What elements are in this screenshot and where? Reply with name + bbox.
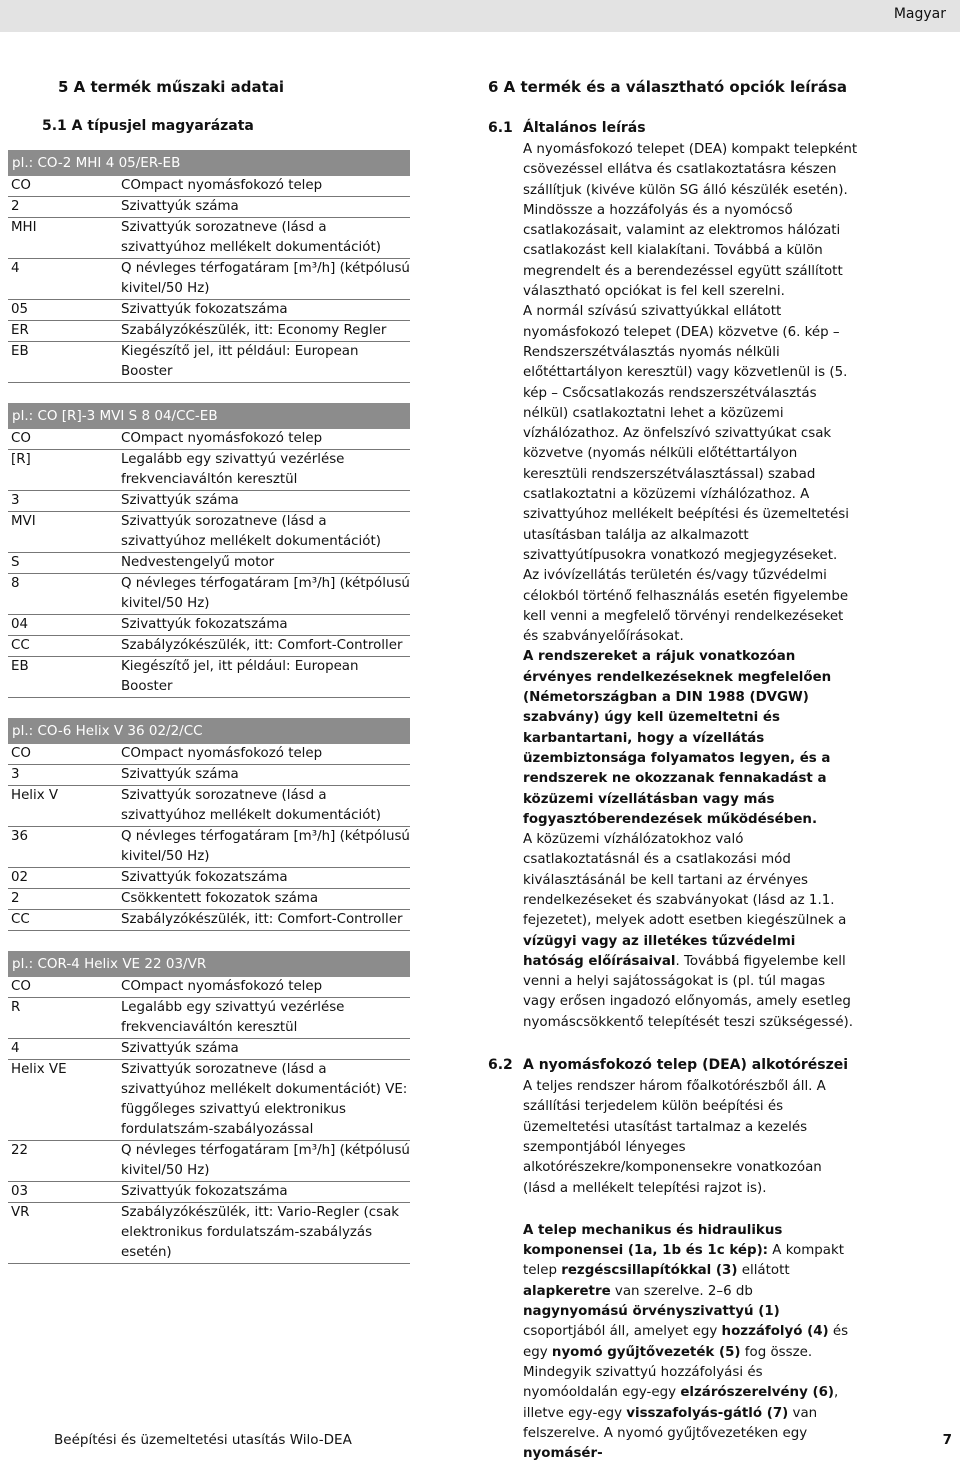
type-code: CO bbox=[11, 979, 31, 994]
section-6-2-number: 6.2 bbox=[488, 1057, 513, 1074]
type-key-row bbox=[8, 910, 410, 931]
text-run: csoportjából áll, amelyet egy bbox=[523, 1324, 722, 1340]
type-code-meaning: Szivattyúk fokozatszáma bbox=[121, 302, 288, 317]
subsection-5-1-title: 5.1 A típusjel magyarázata bbox=[42, 118, 254, 134]
type-code-meaning: Szivattyúk fokozatszáma bbox=[121, 1184, 288, 1199]
type-code: 02 bbox=[11, 870, 29, 885]
type-code: 04 bbox=[11, 617, 29, 632]
type-code: ER bbox=[11, 323, 29, 338]
section-6-2-title: A nyomásfokozó telep (DEA) alkotórészei bbox=[523, 1057, 849, 1074]
type-code: CC bbox=[11, 912, 30, 927]
type-code-meaning: Szivattyúk száma bbox=[121, 199, 239, 214]
type-key-row bbox=[8, 998, 410, 1039]
text-run: . Továbbá figyelembe kell venni a helyi sajátosságokat is (pl. túl magas vagy erősen ingadozó előnyomás, amely esetleg nyomáscsökkentő telepítését teszi szükségessé). bbox=[523, 953, 854, 1030]
type-key-row bbox=[8, 1141, 410, 1182]
type-code: 3 bbox=[11, 493, 20, 508]
type-code-meaning: Szivattyúk fokozatszáma bbox=[121, 870, 288, 885]
text-run: van felszerelve. A nyomó gyűjtővezetéken egy bbox=[523, 1405, 818, 1441]
type-code-meaning: Q névleges térfogatáram [m³/h] (kétpólusú kivitel/50 Hz) bbox=[121, 829, 410, 864]
type-key-column bbox=[8, 150, 410, 1284]
type-code-meaning: Legalább egy szivattyú vezérlése frekvenciaváltón keresztül bbox=[121, 452, 345, 487]
paragraph: A normál szívású szivattyúkkal ellátott nyomásfokozó telepet (DEA) közvetve (6. kép – Rendszerszétválasztás nyomás nélküli előtéttartályon keresztül) vagy közvetlenül is (5. kép – Csőcsatlakozás rendszerszétválasztás nélkül) csatlakoztatni lehet a közüzemi vízhálózathoz. Az önfelszívó szivattyúkat csak közvetve (nyomás nélküli előtéttartályon keresztüli rendszerszétválasztással) szabad csatlakoztatni a közüzemi vízhálózathoz. A szivattyúhoz mellékelt beépítési és üzemeltetési utasításban találja az alkalmazott szivattyútípusokra vonatkozó megjegyzéseket. bbox=[523, 304, 849, 563]
type-code: S bbox=[11, 555, 20, 570]
type-code-meaning: Kiegészítő jel, itt például: European Booster bbox=[121, 344, 359, 379]
type-code-meaning: Szivattyúk száma bbox=[121, 1041, 239, 1056]
type-key-row bbox=[8, 218, 410, 259]
type-key-example-header: pl.: CO-6 Helix V 36 02/2/CC bbox=[8, 718, 410, 744]
type-code: 2 bbox=[11, 199, 20, 214]
language-label: Magyar bbox=[893, 6, 946, 22]
paragraph bbox=[523, 1221, 858, 1464]
type-key-row bbox=[8, 553, 410, 574]
type-key-example-header: pl.: COR-4 Helix VE 22 03/VR bbox=[8, 951, 410, 977]
type-key-block bbox=[8, 718, 410, 931]
type-code-meaning: COmpact nyomásfokozó telep bbox=[121, 431, 323, 446]
type-code: [R] bbox=[11, 452, 31, 467]
bold-paragraph: A rendszereket a rájuk vonatkozóan érvényes rendelkezéseknek megfelelően (Németországban a DIN 1988 (DVGW) szabvány) úgy kell üzemeltetni és karbantartani, hogy a vízellátás üzembiztonsága folyamatos legyen, és a rendszerek ne okozzanak fennakadást a közüzemi vízellátásban vagy más fogyasztóberendezések működésében. bbox=[523, 649, 832, 827]
top-band bbox=[0, 0, 960, 32]
section-5-title: 5 A termék műszaki adatai bbox=[58, 78, 285, 96]
type-code: 4 bbox=[11, 1041, 20, 1056]
text-run: ellátott bbox=[737, 1263, 790, 1279]
type-code-meaning: Kiegészítő jel, itt például: European Booster bbox=[121, 659, 359, 694]
type-code: 22 bbox=[11, 1143, 29, 1158]
type-code: 4 bbox=[11, 261, 20, 276]
type-code-meaning: Szabályzókészülék, itt: Vario-Regler (csak elektronikus fordulatszám-szabályzás esetén) bbox=[121, 1205, 400, 1260]
type-key-row bbox=[8, 615, 410, 636]
bold-run: rezgéscsillapítókkal (3) bbox=[561, 1263, 738, 1279]
bold-run: A telep mechanikus és hidraulikus komponensei (1a, 1b és 1c kép): bbox=[523, 1222, 783, 1259]
type-code: 36 bbox=[11, 829, 29, 844]
type-key-row bbox=[8, 786, 410, 827]
bold-run: visszafolyás-gátló (7) bbox=[626, 1405, 789, 1421]
text-run: , illetve egy-egy bbox=[523, 1385, 839, 1421]
type-code: Helix V bbox=[11, 788, 59, 803]
type-code-meaning: Szivattyúk sorozatneve (lásd a szivattyúhoz mellékelt dokumentációt) bbox=[121, 788, 381, 823]
type-key-row bbox=[8, 889, 410, 910]
type-code-meaning: Szabályzókészülék, itt: Comfort-Controller bbox=[121, 912, 403, 927]
section-6-title: 6 A termék és a választható opciók leírása bbox=[488, 78, 847, 96]
type-code: MVI bbox=[11, 514, 36, 529]
type-code: 8 bbox=[11, 576, 20, 591]
type-code: 3 bbox=[11, 767, 20, 782]
type-key-row bbox=[8, 574, 410, 615]
text-run: fog össze. Mindegyik szivattyú hozzáfolyási és nyomóoldalán egy-egy bbox=[523, 1344, 813, 1401]
type-key-row bbox=[8, 176, 410, 197]
type-key-row bbox=[8, 868, 410, 889]
bold-run: hozzáfolyó (4) bbox=[721, 1324, 829, 1340]
type-code-meaning: COmpact nyomásfokozó telep bbox=[121, 979, 323, 994]
section-6-1-number: 6.1 bbox=[488, 120, 513, 136]
paragraph bbox=[523, 830, 858, 1033]
type-key-row bbox=[8, 491, 410, 512]
type-key-row bbox=[8, 744, 410, 765]
type-key-row bbox=[8, 1182, 410, 1203]
type-key-row bbox=[8, 1060, 410, 1141]
type-key-example-header: pl.: CO-2 MHI 4 05/ER-EB bbox=[8, 150, 410, 176]
type-code: CO bbox=[11, 746, 31, 761]
type-key-example-header: pl.: CO [R]-3 MVI S 8 04/CC-EB bbox=[8, 403, 410, 429]
type-code: 05 bbox=[11, 302, 29, 317]
type-code-meaning: Szabályzókészülék, itt: Comfort-Controller bbox=[121, 638, 403, 653]
bold-run: nagynyomású örvényszivattyú (1) bbox=[523, 1304, 780, 1320]
type-code-meaning: Szivattyúk fokozatszáma bbox=[121, 617, 288, 632]
text-run: A közüzemi vízhálózatokhoz való csatlakoztatásnál és a csatlakozási mód kiválasztásánál be kell tartani az érvényes rendelkezéseket és szabványokat (lásd az 1.1. fejezetet), melyek adott esetben kiegészülnek a bbox=[523, 832, 847, 929]
paragraph: A teljes rendszer három főalkotórészből áll. A szállítási terjedelem külön beépítési és üzemeltetési utasítást tartalmaz a kezelés szempontjából lényeges alkotórészekre/komponensekre vonatkozóan (lásd a mellékelt telepítési rajzot is). bbox=[523, 1079, 826, 1196]
type-code-meaning: Q névleges térfogatáram [m³/h] (kétpólusú kivitel/50 Hz) bbox=[121, 576, 410, 611]
type-key-block bbox=[8, 951, 410, 1264]
type-key-row bbox=[8, 1203, 410, 1264]
footer-text: Beépítési és üzemeltetési utasítás Wilo-DEA bbox=[54, 1432, 352, 1448]
type-key-row bbox=[8, 1039, 410, 1060]
page-number: 7 bbox=[942, 1432, 952, 1448]
type-code-meaning: Szivattyúk száma bbox=[121, 767, 239, 782]
type-key-row bbox=[8, 342, 410, 383]
type-code: R bbox=[11, 1000, 21, 1015]
type-code-meaning: Q névleges térfogatáram [m³/h] (kétpólusú kivitel/50 Hz) bbox=[121, 261, 410, 296]
section-6-1-title: Általános leírás bbox=[523, 120, 646, 136]
paragraph: Az ivóvízellátás területén és/vagy tűzvédelmi célokból történő felhasználás esetén figyelembe kell venni a megfelelő törvényi rendelkezéseket és szabványelőírásokat. bbox=[523, 568, 849, 645]
type-key-block bbox=[8, 403, 410, 698]
type-key-row bbox=[8, 977, 410, 998]
description-column bbox=[488, 118, 858, 1464]
type-code: 2 bbox=[11, 891, 20, 906]
type-code-meaning: Csökkentett fokozatok száma bbox=[121, 891, 319, 906]
type-key-row bbox=[8, 827, 410, 868]
type-code-meaning: COmpact nyomásfokozó telep bbox=[121, 746, 323, 761]
section-6-2-heading bbox=[488, 1055, 858, 1075]
type-key-row bbox=[8, 300, 410, 321]
type-key-row bbox=[8, 636, 410, 657]
type-key-row bbox=[8, 657, 410, 698]
type-code-meaning: Szivattyúk sorozatneve (lásd a szivattyúhoz mellékelt dokumentációt) VE: függőleges szivattyú elektronikus fordulatszám-szabályozással bbox=[121, 1062, 408, 1137]
bold-run: alapkeretre bbox=[523, 1283, 611, 1299]
type-code-meaning: Q névleges térfogatáram [m³/h] (kétpólusú kivitel/50 Hz) bbox=[121, 1143, 410, 1178]
type-key-row bbox=[8, 259, 410, 300]
bold-run: nyomásér- bbox=[523, 1446, 603, 1462]
type-code-meaning: Legalább egy szivattyú vezérlése frekvenciaváltón keresztül bbox=[121, 1000, 345, 1035]
type-key-row bbox=[8, 512, 410, 553]
type-key-row bbox=[8, 321, 410, 342]
type-code: EB bbox=[11, 659, 29, 674]
type-code-meaning: Szabályzókészülék, itt: Economy Regler bbox=[121, 323, 387, 338]
paragraph: A nyomásfokozó telepet (DEA) kompakt telepként csövezéssel ellátva és csatlakoztatásra készen szállítjuk (kivéve külön SG álló készülék esetén). Mindössze a hozzáfolyás és a nyomócső csatlakozásait, valamint az elektromos hálózati csatlakozást kell kialakítani. Továbbá a külön megrendelt és a berendezéssel együtt szállított választható opciókat is fel kell szerelni. bbox=[523, 142, 858, 300]
bold-run: nyomó gyűjtővezeték (5) bbox=[551, 1344, 741, 1360]
type-key-row bbox=[8, 450, 410, 491]
bold-run: vízügyi vagy az illetékes tűzvédelmi hatóság előírásaival bbox=[523, 933, 796, 969]
type-key-row bbox=[8, 429, 410, 450]
type-code: EB bbox=[11, 344, 29, 359]
text-run: A kompakt telep bbox=[523, 1243, 844, 1279]
type-code: Helix VE bbox=[11, 1062, 67, 1077]
text-run: és egy bbox=[523, 1324, 849, 1360]
type-code-meaning: Szivattyúk száma bbox=[121, 493, 239, 508]
type-code: CO bbox=[11, 431, 31, 446]
section-6-1-heading bbox=[488, 118, 858, 138]
type-code: VR bbox=[11, 1205, 30, 1220]
type-key-row bbox=[8, 765, 410, 786]
type-key-block bbox=[8, 150, 410, 383]
type-code: CC bbox=[11, 638, 30, 653]
type-code-meaning: COmpact nyomásfokozó telep bbox=[121, 178, 323, 193]
bold-run: elzárószerelvény (6) bbox=[680, 1385, 835, 1401]
type-code: MHI bbox=[11, 220, 37, 235]
type-code: CO bbox=[11, 178, 31, 193]
type-code-meaning: Nedvestengelyű motor bbox=[121, 555, 275, 570]
text-run: van szerelve. 2–6 db bbox=[610, 1283, 753, 1299]
type-code-meaning: Szivattyúk sorozatneve (lásd a szivattyúhoz mellékelt dokumentációt) bbox=[121, 514, 381, 549]
type-code-meaning: Szivattyúk sorozatneve (lásd a szivattyúhoz mellékelt dokumentációt) bbox=[121, 220, 381, 255]
type-code: 03 bbox=[11, 1184, 29, 1199]
type-key-row bbox=[8, 197, 410, 218]
